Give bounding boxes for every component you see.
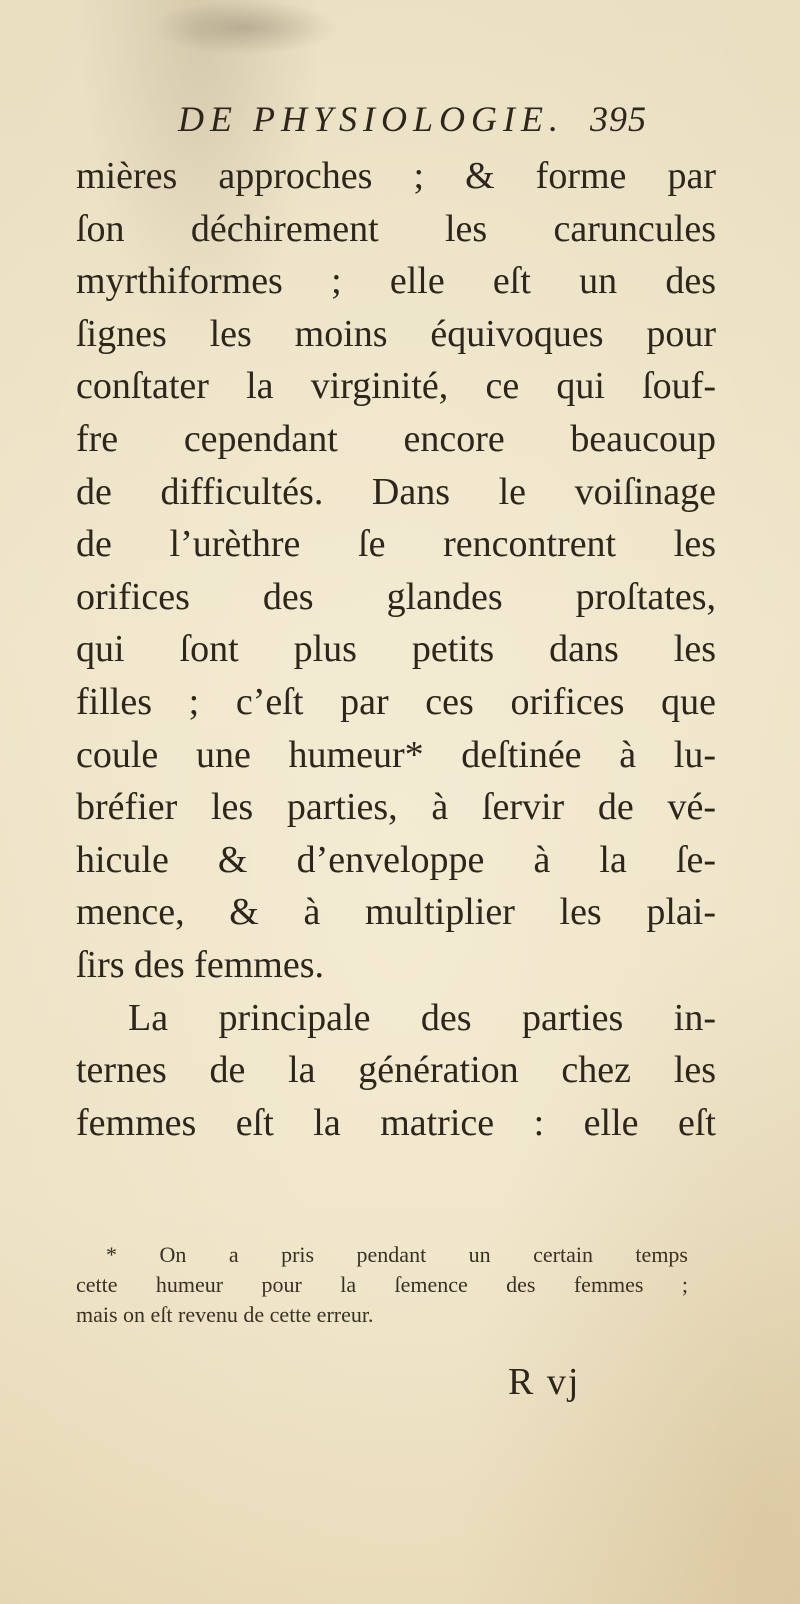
text-line: ſignes les moins équivoques pour bbox=[76, 312, 716, 355]
text-line: hicule & d’enveloppe à la ſe- bbox=[76, 838, 716, 881]
text-line: filles ; c’eſt par ces orifices que bbox=[76, 680, 716, 723]
text-line: mence, & à multiplier les plai- bbox=[76, 891, 716, 934]
text-line: La principale des parties in- bbox=[128, 996, 716, 1039]
signature-mark: R vj bbox=[508, 1361, 581, 1403]
footnote bbox=[76, 1240, 688, 1330]
text-line: conſtater la virginité, ce qui ſouf- bbox=[76, 365, 716, 408]
text-line: femmes eſt la matrice : elle eſt bbox=[76, 1101, 716, 1144]
text-line: myrthiformes ; elle eſt un des bbox=[76, 260, 716, 303]
text-line: ſon déchirement les caruncules bbox=[76, 207, 716, 250]
text-line: de difficultés. Dans le voiſinage bbox=[76, 470, 716, 513]
text-line: bréfier les parties, à ſervir de vé- bbox=[76, 786, 716, 829]
footnote-line: mais on eſt revenu de cette erreur. bbox=[76, 1302, 374, 1327]
text-line: de l’urèthre ſe rencontrent les bbox=[76, 523, 716, 566]
running-title: DE PHYSIOLOGIE. bbox=[178, 99, 564, 139]
text-line: ſirs des femmes. bbox=[76, 943, 325, 986]
text-line: qui ſont plus petits dans les bbox=[76, 628, 716, 671]
text-line: mières approches ; & forme par bbox=[76, 155, 716, 197]
text-line: ternes de la génération chez les bbox=[76, 1049, 716, 1092]
footnote-line: * On a pris pendant un certain temps bbox=[106, 1242, 688, 1267]
text-line: coule une humeur* deſtinée à lu- bbox=[76, 733, 716, 776]
running-head bbox=[178, 98, 738, 148]
footnote-line: cette humeur pour la ſemence des femmes ; bbox=[76, 1272, 688, 1297]
text-line: orifices des glandes proſtates, bbox=[76, 575, 716, 618]
ink-smudge bbox=[150, 0, 340, 55]
text-line: fre cependant encore beaucoup bbox=[76, 417, 716, 460]
body-text bbox=[76, 150, 716, 1149]
page-number: 395 bbox=[590, 99, 647, 139]
